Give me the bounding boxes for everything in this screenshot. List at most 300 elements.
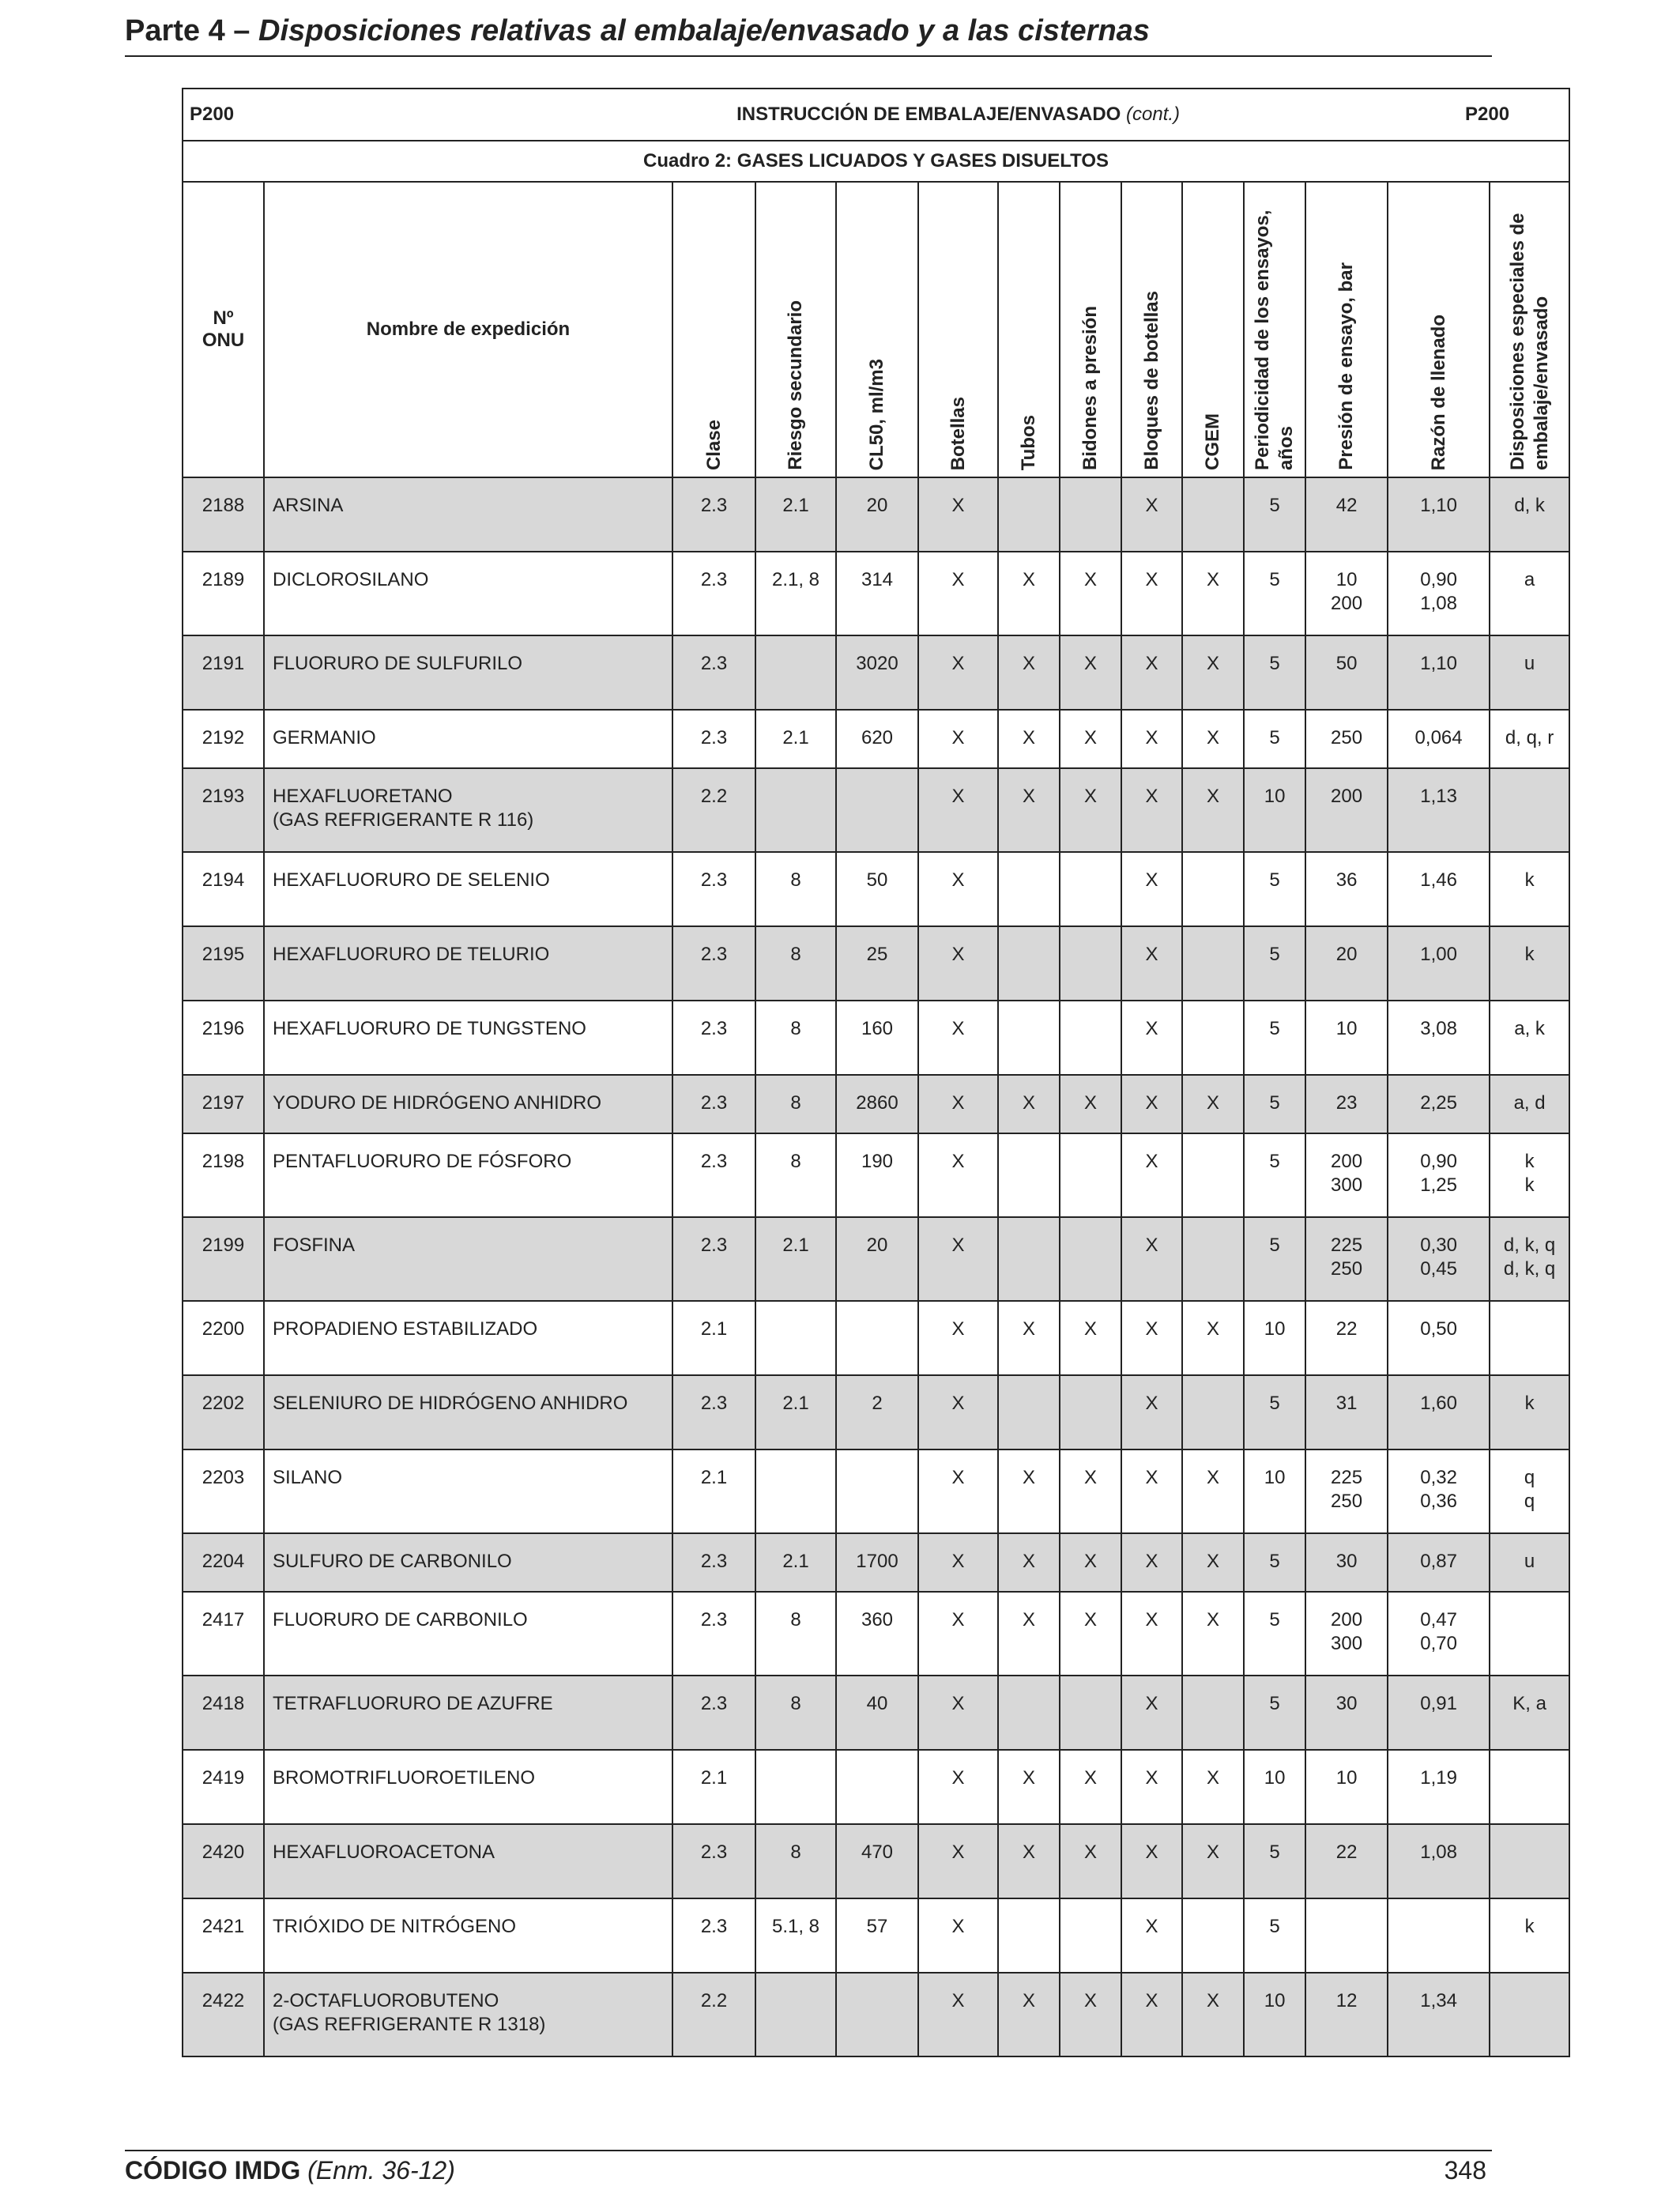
bloques-cell: X [1121, 1075, 1182, 1133]
cgem-cell: X [1182, 1533, 1244, 1592]
disposiciones-cell [1490, 1750, 1569, 1824]
col-header-name: Nombre de expedición [264, 182, 672, 477]
table-row [183, 1133, 1569, 1217]
bloques-cell: X [1121, 768, 1182, 852]
col-header-riesgo [755, 182, 836, 477]
disposiciones-cell [1490, 477, 1569, 552]
disposiciones-cell [1490, 768, 1569, 852]
name-cell-line: FLUORURO DE CARBONILO [273, 1609, 528, 1630]
name-cell-line: BROMOTRIFLUOROETILENO [273, 1767, 536, 1789]
disposiciones-cell-line: q [1524, 1467, 1535, 1488]
tubos-cell: X [998, 1449, 1060, 1533]
bloques-cell: X [1121, 1824, 1182, 1898]
bidones-cell: X [1060, 1750, 1121, 1824]
tubos-cell: X [998, 768, 1060, 852]
botellas-cell: X [918, 926, 998, 1001]
onu-cell: 2417 [183, 1592, 264, 1676]
clase-cell: 2.1 [672, 1449, 755, 1533]
tubos-cell: X [998, 1301, 1060, 1375]
name-cell [264, 477, 672, 552]
tubos-cell [998, 852, 1060, 926]
name-cell-line: HEXAFLUORURO DE SELENIO [273, 869, 550, 891]
botellas-cell: X [918, 1449, 998, 1533]
razon-cell-line: 0,90 [1420, 1151, 1457, 1172]
bidones-cell: X [1060, 768, 1121, 852]
disposiciones-cell [1490, 1676, 1569, 1750]
presion-cell [1305, 477, 1388, 552]
disposiciones-cell [1490, 552, 1569, 635]
periodicidad-cell: 5 [1244, 1217, 1305, 1301]
onu-cell: 2420 [183, 1824, 264, 1898]
presion-cell-line: 22 [1335, 1842, 1358, 1863]
bloques-cell: X [1121, 1592, 1182, 1676]
periodicidad-cell: 5 [1244, 477, 1305, 552]
presion-cell-line: 300 [1331, 1633, 1363, 1654]
razon-cell [1388, 1676, 1490, 1750]
name-cell-line: SILANO [273, 1467, 343, 1488]
razon-cell-line: 1,19 [1420, 1767, 1457, 1789]
presion-cell [1305, 1375, 1388, 1449]
cgem-cell: X [1182, 710, 1244, 768]
col-header-bidones-text: Bidones a presión [1079, 305, 1101, 470]
disposiciones-cell-line: k [1524, 944, 1535, 965]
onu-cell: 2199 [183, 1217, 264, 1301]
col-header-bidones [1060, 182, 1121, 477]
razon-cell [1388, 1898, 1490, 1973]
cl50-cell: 470 [836, 1824, 918, 1898]
col-header-onu-line1: Nº [213, 307, 234, 329]
table-row [183, 1301, 1569, 1375]
cl50-cell [836, 1301, 918, 1375]
bloques-cell: X [1121, 1001, 1182, 1075]
tubos-cell: X [998, 1973, 1060, 2056]
presion-cell-line: 12 [1335, 1990, 1358, 2011]
tubos-cell: X [998, 1592, 1060, 1676]
presion-cell-line: 200 [1331, 1151, 1363, 1172]
botellas-cell: X [918, 1133, 998, 1217]
footer-code [125, 2156, 455, 2185]
table-body [183, 477, 1569, 2056]
name-cell-line: PROPADIENO ESTABILIZADO [273, 1318, 538, 1340]
table-row [183, 1750, 1569, 1824]
periodicidad-cell: 5 [1244, 1898, 1305, 1973]
table-title: Cuadro 2: GASES LICUADOS Y GASES DISUELTOS [183, 141, 1569, 182]
column-header-row [183, 182, 1569, 477]
onu-cell: 2198 [183, 1133, 264, 1217]
col-header-razon [1388, 182, 1490, 477]
riesgo-cell: 2.1, 8 [755, 552, 836, 635]
cgem-cell: X [1182, 635, 1244, 710]
presion-cell [1305, 1301, 1388, 1375]
col-header-botellas [918, 182, 998, 477]
riesgo-cell: 2.1 [755, 710, 836, 768]
razon-cell [1388, 1001, 1490, 1075]
bidones-cell [1060, 1375, 1121, 1449]
presion-cell-line: 10 [1335, 569, 1358, 590]
name-cell [264, 1301, 672, 1375]
riesgo-cell: 8 [755, 1001, 836, 1075]
disposiciones-cell [1490, 710, 1569, 768]
botellas-cell: X [918, 1824, 998, 1898]
bidones-cell [1060, 852, 1121, 926]
botellas-cell: X [918, 1676, 998, 1750]
riesgo-cell: 2.1 [755, 1217, 836, 1301]
presion-cell-line: 20 [1335, 944, 1358, 965]
razon-cell-line: 1,25 [1420, 1174, 1457, 1196]
clase-cell: 2.3 [672, 1375, 755, 1449]
name-cell-line: ARSINA [273, 495, 344, 516]
disposiciones-cell-line: u [1524, 1551, 1535, 1572]
presion-cell-line: 200 [1331, 593, 1363, 614]
onu-cell: 2200 [183, 1301, 264, 1375]
col-header-cl50 [836, 182, 918, 477]
presion-cell [1305, 1075, 1388, 1133]
periodicidad-cell: 10 [1244, 768, 1305, 852]
instruction-title-text: INSTRUCCIÓN DE EMBALAJE/ENVASADO [736, 104, 1121, 125]
bloques-cell: X [1121, 1973, 1182, 2056]
razon-cell [1388, 852, 1490, 926]
disposiciones-cell [1490, 1824, 1569, 1898]
footer-amendment: (Enm. 36-12) [307, 2156, 455, 2185]
name-cell [264, 768, 672, 852]
cgem-cell: X [1182, 1973, 1244, 2056]
presion-cell [1305, 1533, 1388, 1592]
bloques-cell: X [1121, 1133, 1182, 1217]
periodicidad-cell: 10 [1244, 1449, 1305, 1533]
presion-cell [1305, 1973, 1388, 2056]
periodicidad-cell: 5 [1244, 710, 1305, 768]
tubos-cell: X [998, 1750, 1060, 1824]
presion-cell [1305, 768, 1388, 852]
cgem-cell: X [1182, 1449, 1244, 1533]
presion-cell [1305, 635, 1388, 710]
table-row [183, 635, 1569, 710]
presion-cell [1305, 926, 1388, 1001]
onu-cell: 2202 [183, 1375, 264, 1449]
bloques-cell: X [1121, 1676, 1182, 1750]
disposiciones-cell-line: k [1524, 1916, 1535, 1937]
disposiciones-cell-line: a [1524, 569, 1535, 590]
col-header-tubos [998, 182, 1060, 477]
name-cell-line: YODURO DE HIDRÓGENO ANHIDRO [273, 1092, 602, 1114]
riesgo-cell: 8 [755, 1133, 836, 1217]
name-cell [264, 710, 672, 768]
table-row [183, 1676, 1569, 1750]
bidones-cell [1060, 1676, 1121, 1750]
razon-cell [1388, 1375, 1490, 1449]
presion-cell [1305, 552, 1388, 635]
disposiciones-cell-line: q [1524, 1491, 1535, 1512]
bidones-cell: X [1060, 1301, 1121, 1375]
presion-cell [1305, 1898, 1388, 1973]
clase-cell: 2.3 [672, 1533, 755, 1592]
instruction-title [672, 89, 1244, 141]
instruction-cont: (cont.) [1126, 104, 1181, 125]
riesgo-cell [755, 1301, 836, 1375]
onu-cell: 2188 [183, 477, 264, 552]
disposiciones-cell [1490, 1375, 1569, 1449]
presion-cell-line: 250 [1331, 1258, 1363, 1280]
clase-cell: 2.3 [672, 635, 755, 710]
cgem-cell [1182, 477, 1244, 552]
header-divider [125, 55, 1492, 57]
cl50-cell: 314 [836, 552, 918, 635]
col-header-bloques-text: Bloques de botellas [1140, 291, 1162, 470]
page-header [125, 14, 1150, 48]
page-number: 348 [1444, 2156, 1486, 2185]
col-header-bloques [1121, 182, 1182, 477]
bidones-cell: X [1060, 1075, 1121, 1133]
name-cell [264, 1375, 672, 1449]
bidones-cell [1060, 477, 1121, 552]
cgem-cell: X [1182, 552, 1244, 635]
periodicidad-cell: 5 [1244, 926, 1305, 1001]
cl50-cell: 1700 [836, 1533, 918, 1592]
bloques-cell: X [1121, 1533, 1182, 1592]
onu-cell: 2192 [183, 710, 264, 768]
disposiciones-cell [1490, 1133, 1569, 1217]
cgem-cell [1182, 1001, 1244, 1075]
disposiciones-cell-line: k [1524, 1174, 1535, 1196]
footer-code-text: CÓDIGO IMDG [125, 2156, 308, 2185]
col-header-cgem-text: CGEM [1202, 413, 1224, 470]
presion-cell [1305, 1449, 1388, 1533]
clase-cell: 2.2 [672, 1973, 755, 2056]
clase-cell: 2.2 [672, 768, 755, 852]
razon-cell [1388, 1973, 1490, 2056]
cl50-cell: 360 [836, 1592, 918, 1676]
razon-cell-line: 3,08 [1420, 1018, 1457, 1039]
clase-cell: 2.3 [672, 1075, 755, 1133]
table-row [183, 768, 1569, 852]
disposiciones-cell-line: k [1524, 869, 1535, 891]
name-cell [264, 1075, 672, 1133]
riesgo-cell: 8 [755, 1075, 836, 1133]
botellas-cell: X [918, 552, 998, 635]
name-cell-line: HEXAFLUOROACETONA [273, 1842, 495, 1863]
cl50-cell: 40 [836, 1676, 918, 1750]
col-header-disposiciones [1490, 182, 1569, 477]
cgem-cell [1182, 852, 1244, 926]
presion-cell-line: 30 [1335, 1693, 1358, 1714]
bloques-cell: X [1121, 1898, 1182, 1973]
botellas-cell: X [918, 1750, 998, 1824]
razon-cell [1388, 1750, 1490, 1824]
periodicidad-cell: 5 [1244, 852, 1305, 926]
presion-cell-line: 36 [1335, 869, 1358, 891]
presion-cell-line: 10 [1335, 1018, 1358, 1039]
tubos-cell: X [998, 1824, 1060, 1898]
onu-cell: 2421 [183, 1898, 264, 1973]
tubos-cell [998, 477, 1060, 552]
name-cell [264, 1973, 672, 2056]
bidones-cell: X [1060, 635, 1121, 710]
tubos-cell [998, 1375, 1060, 1449]
botellas-cell: X [918, 768, 998, 852]
clase-cell: 2.3 [672, 926, 755, 1001]
razon-cell-line: 0,87 [1420, 1551, 1457, 1572]
name-cell [264, 1898, 672, 1973]
disposiciones-cell-line: d, q, r [1505, 727, 1554, 748]
periodicidad-cell: 5 [1244, 1075, 1305, 1133]
periodicidad-cell: 10 [1244, 1301, 1305, 1375]
col-header-clase-text: Clase [703, 419, 725, 470]
botellas-cell: X [918, 1217, 998, 1301]
razon-cell-line: 0,36 [1420, 1491, 1457, 1512]
tubos-cell [998, 1133, 1060, 1217]
name-cell-line: SELENIURO DE HIDRÓGENO ANHIDRO [273, 1393, 628, 1414]
onu-cell: 2203 [183, 1449, 264, 1533]
tubos-cell: X [998, 1533, 1060, 1592]
razon-cell [1388, 768, 1490, 852]
riesgo-cell [755, 1449, 836, 1533]
name-cell [264, 1217, 672, 1301]
disposiciones-cell [1490, 1217, 1569, 1301]
tubos-cell: X [998, 635, 1060, 710]
disposiciones-cell-line: d, k, q [1503, 1258, 1556, 1280]
periodicidad-cell: 5 [1244, 1824, 1305, 1898]
botellas-cell: X [918, 1533, 998, 1592]
name-cell-line: 2-OCTAFLUOROBUTENO [273, 1990, 499, 2011]
cl50-cell: 20 [836, 477, 918, 552]
botellas-cell: X [918, 1301, 998, 1375]
razon-cell-line: 2,25 [1420, 1092, 1457, 1114]
cl50-cell: 20 [836, 1217, 918, 1301]
razon-cell [1388, 710, 1490, 768]
periodicidad-cell: 5 [1244, 552, 1305, 635]
cl50-cell: 25 [836, 926, 918, 1001]
presion-cell-line: 23 [1335, 1092, 1358, 1114]
riesgo-cell: 8 [755, 1592, 836, 1676]
bloques-cell: X [1121, 1750, 1182, 1824]
disposiciones-cell [1490, 926, 1569, 1001]
tubos-cell [998, 1001, 1060, 1075]
col-header-onu-line2: ONU [202, 330, 245, 351]
cl50-cell [836, 768, 918, 852]
clase-cell: 2.3 [672, 852, 755, 926]
razon-cell-line: 0,30 [1420, 1235, 1457, 1256]
cl50-cell: 50 [836, 852, 918, 926]
table-row [183, 710, 1569, 768]
razon-cell-line: 1,46 [1420, 869, 1457, 891]
presion-cell-line: 225 [1331, 1467, 1363, 1488]
bloques-cell: X [1121, 1301, 1182, 1375]
clase-cell: 2.1 [672, 1301, 755, 1375]
name-cell-line: HEXAFLUORURO DE TUNGSTENO [273, 1018, 586, 1039]
col-header-riesgo-text: Riesgo secundario [785, 300, 806, 470]
disposiciones-cell-line: u [1524, 653, 1535, 674]
disposiciones-cell-line: d, k, q [1503, 1235, 1556, 1256]
periodicidad-cell: 10 [1244, 1750, 1305, 1824]
razon-cell-line: 1,08 [1420, 593, 1457, 614]
instruction-code-left: P200 [183, 89, 672, 141]
clase-cell: 2.3 [672, 1001, 755, 1075]
name-cell [264, 1001, 672, 1075]
razon-cell-line: 1,10 [1420, 495, 1457, 516]
razon-cell-line: 0,064 [1414, 727, 1463, 748]
presion-cell [1305, 1750, 1388, 1824]
cl50-cell: 57 [836, 1898, 918, 1973]
riesgo-cell: 8 [755, 926, 836, 1001]
periodicidad-cell: 5 [1244, 1533, 1305, 1592]
table-row [183, 1375, 1569, 1449]
tubos-cell: X [998, 1075, 1060, 1133]
clase-cell: 2.3 [672, 1824, 755, 1898]
col-header-clase [672, 182, 755, 477]
riesgo-cell: 2.1 [755, 1533, 836, 1592]
table-row [183, 1973, 1569, 2056]
disposiciones-cell [1490, 1898, 1569, 1973]
col-header-botellas-text: Botellas [947, 396, 969, 470]
bidones-cell [1060, 1217, 1121, 1301]
clase-cell: 2.3 [672, 552, 755, 635]
riesgo-cell [755, 768, 836, 852]
riesgo-cell [755, 1973, 836, 2056]
name-cell [264, 1676, 672, 1750]
bidones-cell [1060, 1001, 1121, 1075]
periodicidad-cell: 5 [1244, 1133, 1305, 1217]
presion-cell [1305, 1217, 1388, 1301]
disposiciones-cell-line: k [1524, 1393, 1535, 1414]
disposiciones-cell [1490, 1449, 1569, 1533]
razon-cell [1388, 1824, 1490, 1898]
name-cell-line: (GAS REFRIGERANTE R 116) [273, 809, 534, 831]
riesgo-cell [755, 635, 836, 710]
bidones-cell [1060, 1898, 1121, 1973]
razon-cell-line: 0,47 [1420, 1609, 1457, 1630]
bidones-cell: X [1060, 1449, 1121, 1533]
botellas-cell: X [918, 1375, 998, 1449]
cgem-cell: X [1182, 1301, 1244, 1375]
cl50-cell: 620 [836, 710, 918, 768]
table-row [183, 852, 1569, 926]
periodicidad-cell: 5 [1244, 635, 1305, 710]
presion-cell-line: 250 [1331, 727, 1363, 748]
col-header-razon-text: Razón de llenado [1427, 314, 1449, 470]
disposiciones-cell-line: K, a [1512, 1693, 1546, 1714]
presion-cell-line: 200 [1331, 1609, 1363, 1630]
name-cell [264, 852, 672, 926]
cl50-cell: 3020 [836, 635, 918, 710]
onu-cell: 2419 [183, 1750, 264, 1824]
razon-cell [1388, 1301, 1490, 1375]
onu-cell: 2195 [183, 926, 264, 1001]
razon-cell-line: 0,45 [1420, 1258, 1457, 1280]
cl50-cell: 2 [836, 1375, 918, 1449]
bidones-cell: X [1060, 710, 1121, 768]
table-row [183, 477, 1569, 552]
disposiciones-cell [1490, 852, 1569, 926]
razon-cell-line: 1,60 [1420, 1393, 1457, 1414]
clase-cell: 2.3 [672, 710, 755, 768]
cl50-cell [836, 1750, 918, 1824]
bloques-cell: X [1121, 1449, 1182, 1533]
name-cell [264, 1824, 672, 1898]
col-header-presion [1305, 182, 1388, 477]
onu-cell: 2422 [183, 1973, 264, 2056]
bloques-cell: X [1121, 1375, 1182, 1449]
presion-cell [1305, 1824, 1388, 1898]
riesgo-cell [755, 1750, 836, 1824]
name-cell-line: TRIÓXIDO DE NITRÓGENO [273, 1916, 517, 1937]
onu-cell: 2204 [183, 1533, 264, 1592]
onu-cell: 2197 [183, 1075, 264, 1133]
botellas-cell: X [918, 1075, 998, 1133]
riesgo-cell: 2.1 [755, 477, 836, 552]
botellas-cell: X [918, 710, 998, 768]
tubos-cell [998, 1898, 1060, 1973]
tubos-cell: X [998, 552, 1060, 635]
